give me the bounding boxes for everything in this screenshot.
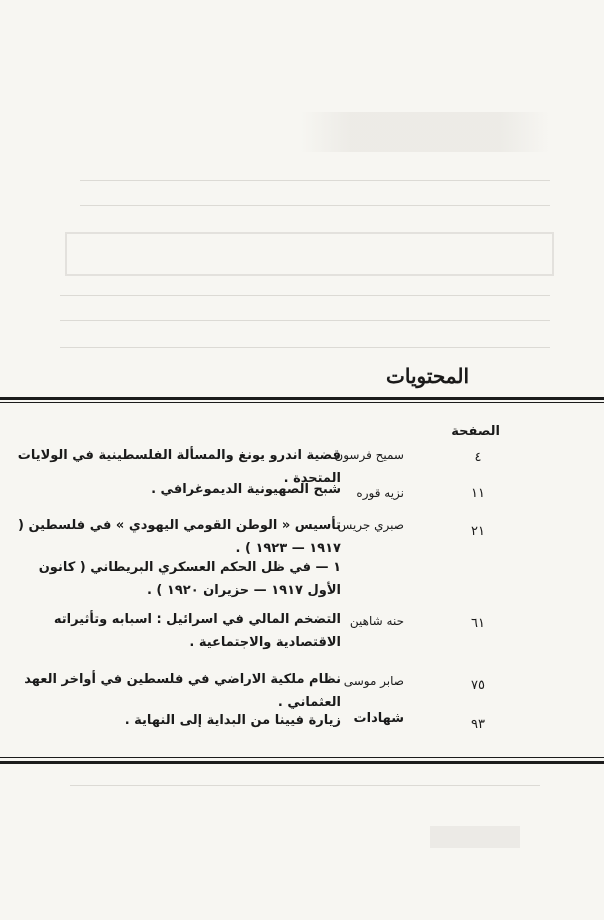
entry-page-number: ٩٣ [471, 717, 485, 732]
entry-title: زيارة فيينا من البداية إلى النهاية . [124, 713, 341, 728]
entry-page-number: ٦١ [471, 616, 485, 631]
entry-author: سميح فرسون [334, 448, 404, 462]
bleed-through-box [65, 232, 554, 276]
entry-author: نزيه قوره [356, 486, 404, 500]
bleed-through-line [60, 347, 550, 348]
entry-author: حنه شاهين [349, 614, 404, 628]
bleed-through-line [70, 785, 540, 786]
top-divider [0, 397, 604, 400]
entry-title: قضية اندرو يونغ والمسألة الفلسطينية في الولايات المتحدة . [17, 448, 341, 486]
bleed-through-line [60, 320, 550, 321]
entry-page-number: ٧٥ [471, 678, 485, 693]
entry-author: صبري جريس [337, 518, 404, 532]
entry-page-number: ٢١ [471, 524, 485, 539]
bottom-divider-thin [0, 757, 604, 758]
entry-title: نظام ملكية الاراضي في فلسطين في أواخر العهد العثماني . [24, 672, 341, 710]
entry-title: التضخم المالي في اسرائيل : اسبابه وتأثيراته الاقتصادية والاجتماعية . [53, 612, 341, 650]
entry-page-number: ١١ [471, 486, 485, 501]
entry-author: صابر موسى [343, 674, 404, 688]
bleed-through-line [60, 295, 550, 296]
contents-heading: المحتويات [386, 364, 469, 388]
top-divider-thin [0, 402, 604, 403]
bleed-through-line [80, 180, 550, 181]
entry-page-number: ٤ [474, 450, 482, 465]
page-column-header: الصفحة [451, 424, 500, 439]
entry-title: تأسيس « الوطن القومي اليهودي » في فلسطين ( ١٩١٧ — ١٩٢٣ ) . [18, 518, 341, 556]
bottom-divider [0, 761, 604, 764]
bleed-through-line [80, 205, 550, 206]
bleed-through-title-block [300, 112, 550, 152]
entry-title: شبح الصهيونية الديموغرافي . [151, 482, 341, 497]
bleed-through-box [430, 826, 520, 848]
entry-subtitle: ١ — في ظل الحكم العسكري البريطاني ( كانون الأول ١٩١٧ — حزيران ١٩٢٠ ) . [38, 560, 341, 598]
entry-author: شهادات [353, 711, 404, 726]
